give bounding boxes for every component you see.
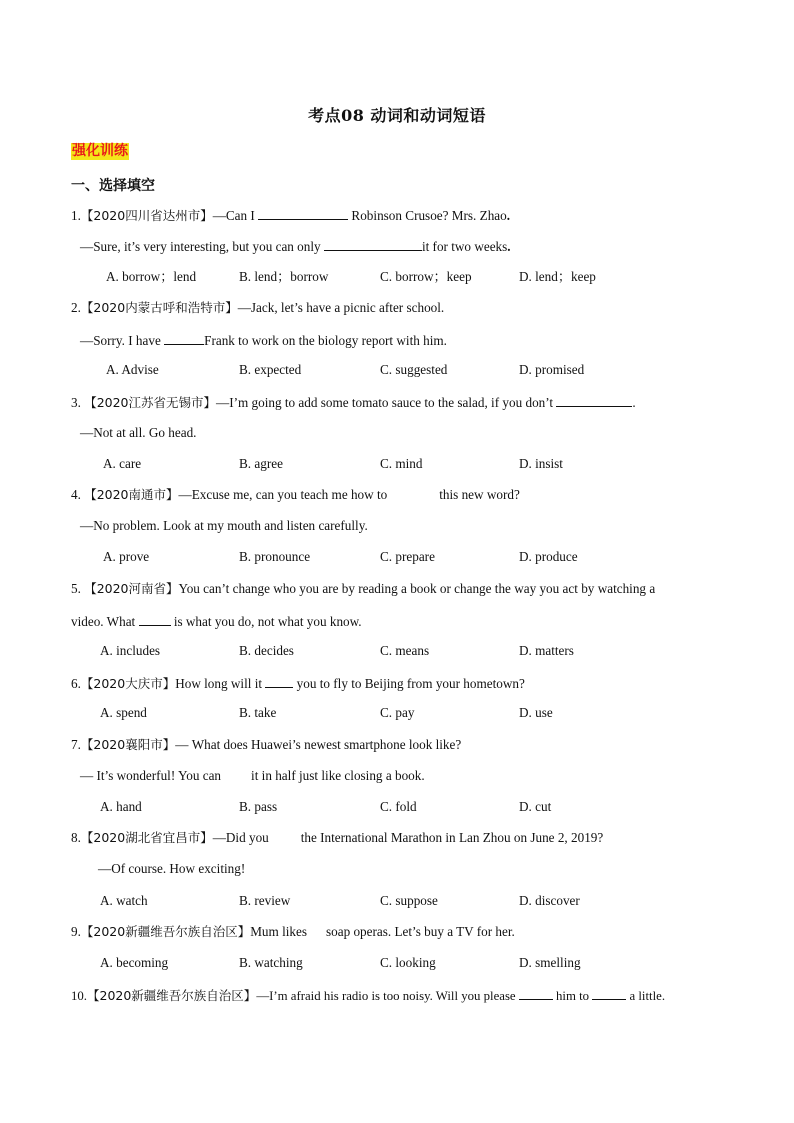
option-a: A. spend [100, 705, 147, 720]
option-a: A. hand [100, 799, 142, 814]
option-d: D. matters [519, 643, 574, 658]
answer-blank [324, 237, 422, 251]
option-a: A. borrow；lend [106, 269, 197, 284]
option-a: A. Advise [106, 362, 159, 377]
answer-blank [519, 986, 553, 1000]
option-c: C. pay [380, 705, 415, 720]
section-heading: 一、选择填空 [71, 178, 155, 194]
option-a: A. includes [100, 643, 161, 658]
question-3-reply: —Not at all. Go head. [80, 425, 197, 440]
question-2: 2.【2020内蒙古呼和浩特市】—Jack, let’s have a picnic after school. [71, 300, 445, 315]
option-b: B. decides [239, 643, 294, 658]
question-source: 【2020襄阳市】 [80, 737, 176, 752]
option-c: C. borrow；keep [380, 269, 472, 284]
question-6: 6.【2020大庆市】How long will it you to fly to Beijing from your hometown? [71, 676, 525, 691]
option-c: C. prepare [380, 549, 435, 564]
option-a: A. care [103, 456, 142, 471]
option-a: A. becoming [100, 955, 169, 970]
answer-blank [139, 612, 171, 626]
question-source: 【2020新疆维吾尔族自治区】 [80, 924, 251, 939]
question-source: 【2020南通市】 [84, 487, 179, 502]
option-d: D. produce [519, 549, 578, 564]
option-d: D. smelling [519, 955, 581, 970]
option-b: B. take [239, 705, 277, 720]
question-7-reply: — It’s wonderful! You can it in half just like closing a book. [80, 768, 425, 783]
question-8: 8.【2020湖北省宜昌市】—Did you the International Marathon in Lan Zhou on June 2, 2019? [71, 830, 604, 845]
question-source: 【2020新疆维吾尔族自治区】 [87, 988, 257, 1003]
question-8-reply: —Of course. How exciting! [98, 861, 246, 876]
question-1: 1.【2020四川省达州市】—Can I Robinson Crusoe? Mrs. Zhao. [71, 208, 511, 223]
option-b: B. expected [239, 362, 302, 377]
option-b: B. lend；borrow [239, 269, 329, 284]
option-b: B. pass [239, 799, 278, 814]
question-4-reply: —No problem. Look at my mouth and listen carefully. [80, 518, 368, 533]
question-5-cont: video. What is what you do, not what you know. [71, 614, 362, 629]
option-b: B. watching [239, 955, 303, 970]
option-d: D. use [519, 705, 553, 720]
section-tag: 强化训练 [72, 143, 128, 159]
option-c: C. fold [380, 799, 417, 814]
question-5: 5. 【2020河南省】You can’t change who you are by reading a book or change the way you act by watching a [71, 581, 656, 596]
answer-blank [556, 393, 632, 407]
answer-blank [258, 206, 348, 220]
question-source: 【2020四川省达州市】 [80, 208, 213, 223]
answer-blank [592, 986, 626, 1000]
option-d: D. discover [519, 893, 580, 908]
option-b: B. review [239, 893, 291, 908]
option-d: D. lend；keep [519, 269, 596, 284]
question-2-reply: —Sorry. I have Frank to work on the biology report with him. [80, 333, 447, 348]
option-c: C. suppose [380, 893, 438, 908]
option-b: B. agree [239, 456, 283, 471]
option-c: C. mind [380, 456, 423, 471]
answer-blank [164, 331, 204, 345]
question-9: 9.【2020新疆维吾尔族自治区】Mum likes soap operas. Let’s buy a TV for her. [71, 924, 515, 939]
option-c: C. looking [380, 955, 436, 970]
option-b: B. pronounce [239, 549, 311, 564]
option-a: A. watch [100, 893, 148, 908]
answer-blank [265, 674, 293, 688]
question-1-reply: —Sure, it’s very interesting, but you can only it for two weeks. [80, 239, 511, 254]
question-3: 3. 【2020江苏省无锡市】—I’m going to add some tomato sauce to the salad, if you don’t . [71, 395, 636, 410]
option-d: D. insist [519, 456, 563, 471]
question-10: 10.【2020新疆维吾尔族自治区】—I’m afraid his radio is too noisy. Will you please him to a little. [71, 988, 666, 1003]
question-source: 【2020内蒙古呼和浩特市】 [80, 300, 238, 315]
option-d: D. cut [519, 799, 552, 814]
option-d: D. promised [519, 362, 585, 377]
option-a: A. prove [103, 549, 150, 564]
question-7: 7.【2020襄阳市】— What does Huawei’s newest smartphone look like? [71, 737, 462, 752]
question-source: 【2020江苏省无锡市】 [84, 395, 216, 410]
option-c: C. means [380, 643, 430, 658]
page-title: 考点08 动词和动词短语 [308, 106, 486, 125]
question-source: 【2020河南省】 [84, 581, 179, 596]
option-c: C. suggested [380, 362, 448, 377]
question-source: 【2020大庆市】 [80, 676, 176, 691]
question-source: 【2020湖北省宜昌市】 [80, 830, 213, 845]
question-4: 4. 【2020南通市】—Excuse me, can you teach me how to this new word? [71, 487, 520, 502]
